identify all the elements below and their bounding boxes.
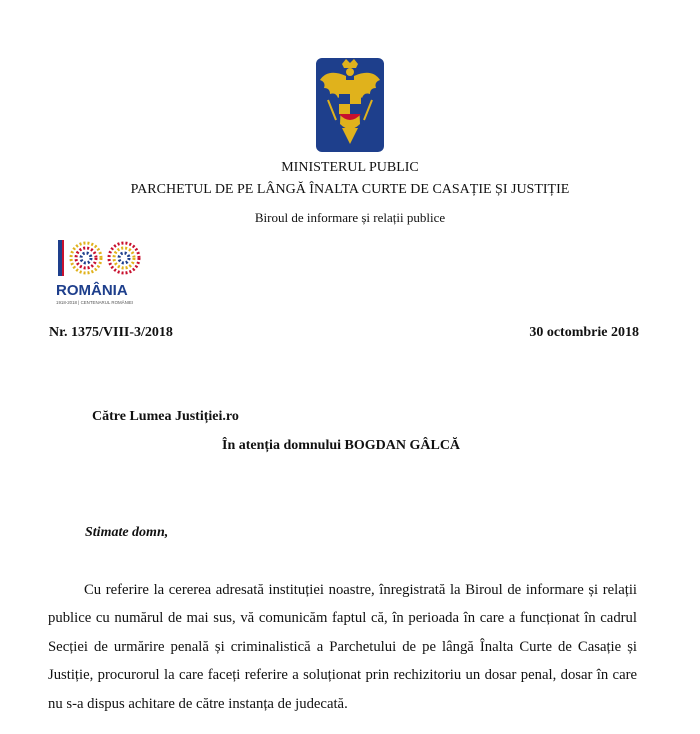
logo-tagline: 1918-2018 | CENTENARUL ROMÂNIEI	[56, 300, 134, 305]
document-date: 30 octombrie 2018	[529, 325, 639, 340]
logo-number-graphic	[58, 240, 139, 276]
document-number: Nr. 1375/VIII-3/2018	[49, 325, 173, 340]
ministry-title: MINISTERUL PUBLIC	[281, 160, 419, 175]
office-title: PARCHETUL DE PE LÂNGĂ ÎNALTA CURTE DE CASAȚIE ȘI JUSTIȚIE	[130, 182, 570, 197]
attention-line: În atenția domnului BOGDAN GÂLCĂ	[222, 438, 461, 453]
recipient-line: Către Lumea Justiției.ro	[92, 409, 239, 424]
logo-country-name: ROMÂNIA	[56, 282, 128, 299]
romania-centenary-logo	[54, 234, 154, 306]
letter-paragraph: Cu referire la cererea adresată instituției noastre, înregistrată la Biroul de informare și relații publice cu numărul de mai sus, vă comunicăm faptul că, în perioada în care a funcționat în cadrul Secției de urmărire penală și criminalistică a Parchetului de pe lângă Înalta Curte de Casație și Justiție, procurorul la care faceți referire a soluționat prin rechizitoriu un dosar penal, dosar în care nu s-a dispus achitare de către instanța de judecată.	[48, 582, 637, 712]
greeting: Stimate domn,	[85, 525, 169, 540]
coat-of-arms-icon	[316, 58, 384, 152]
department-title: Biroul de informare și relații publice	[254, 210, 446, 225]
